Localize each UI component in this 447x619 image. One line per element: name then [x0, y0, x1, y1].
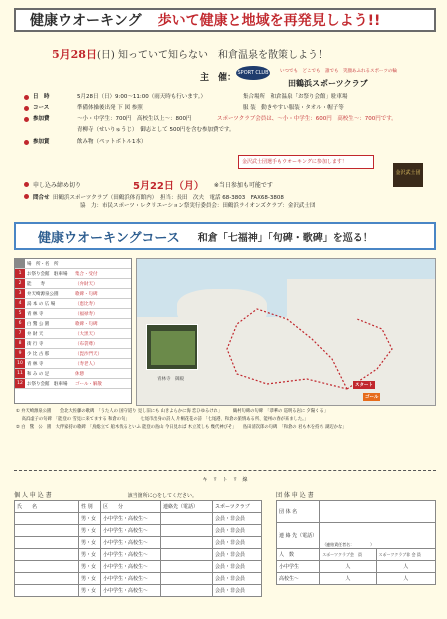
- info-row: 青柳寺（せいりゅうじ） 御志として 500円を含む参加費です。: [77, 127, 235, 134]
- sport-club-logo: SPORT CLUB: [236, 66, 270, 80]
- bullet-icon: [24, 95, 29, 100]
- team-badge: 金沢武士団: [393, 163, 423, 187]
- notice-box: 金沢武士団選手もウオーキングに参加します！: [238, 155, 374, 169]
- legend-row: 7 弁 財 天 （大黒天）: [15, 329, 131, 339]
- slogan: 歩いて健康と地域を再発見しよう!!: [157, 13, 381, 29]
- intro-text: (日) 知っていて知らない 和倉温泉を散策しよう！: [96, 50, 328, 61]
- legend-row: 3 弁天崎源泉公園 歌碑・句碑: [15, 289, 131, 299]
- deadline-row: [24, 177, 273, 192]
- contact-block: 問合せ 田鶴浜スポーツクラブ（田鶴浜体育館内） 担当：長田 次夫 電話 68-3803 FAX68-3808 協 力：市民スポーツ・レクリエーション祭実行委員会：田鶴浜ライオンズクラブ：金沢武士団: [24, 194, 315, 211]
- bullet-icon: [24, 117, 29, 122]
- temple-photo: [146, 324, 198, 370]
- legend-row: 12 お祭り会館 駐車場 ゴール・解散: [15, 379, 131, 389]
- legend-row: 6 白 鷺 公 園 歌碑・句碑: [15, 319, 131, 329]
- deadline-date: 5月22日（月）: [133, 181, 204, 192]
- deadline-label: 申し込み締め切り: [33, 182, 82, 189]
- bullet-icon: [24, 182, 29, 187]
- form-header-row: 氏 名 性 別 区 分 連絡先（電話） スポーツクラブ: [15, 501, 262, 513]
- bullet-icon: [24, 140, 29, 145]
- poem-notes: ① 弁天崎源泉公園 会北大佐藤の歌碑 「うた人の 国守道り 見し旧にも 山きよらかに海 恋ひゆるけれ」 鶴村句碑の句碑 「恭華の 巡明る岩に 夕陽くる」 高浜虚子の句碑 「能登の 雪見に来てまする 和倉の句」 七尾市出身の詩人 片桐花花の詩 「七尾港、和倉の旅情ある所、能州の春が来ました。」 ② 白 鷺 公 園 大伴家持の歌碑 「鳥総立て 船木伐るといふ 能登の島山 今日見れば 木立茂しも 幾代神びそ」 島田清次郎の句碑 「和倉の 君も木を持ち 湖辺かな」: [16, 409, 347, 431]
- individual-form-header: 個 人 申 込 書 該当箇所に○をしてください。: [14, 492, 198, 499]
- route-legend: [14, 258, 132, 404]
- course-title: 健康ウオーキングコース: [38, 230, 180, 246]
- group-contact-row[interactable]: 連 絡 先（電話） （連絡責任者名： ）: [277, 523, 436, 549]
- cut-line: キ リ ト リ 線: [14, 470, 436, 490]
- bullet-icon: [24, 194, 29, 199]
- course-banner: [14, 222, 436, 250]
- individual-form: [14, 500, 262, 597]
- group-form: [276, 500, 436, 585]
- photo-caption: 青林寺 御殿: [157, 377, 184, 382]
- info-list: [24, 94, 434, 150]
- group-people-row[interactable]: 小中学生 人 人: [277, 561, 436, 573]
- legend-row: 5 青 林 寺 （福禄寿）: [15, 309, 131, 319]
- info-row: 参加賞 飲み物（ペットボトル1本）: [24, 139, 434, 146]
- form-row[interactable]: 男・女 小中学生・高校生〜 会員・非会員: [15, 537, 262, 549]
- info-row: 参加費 〜小・中学生：700円 高校生以上〜：800円 スポーツクラブ会員は、〜小・中学生：600円 高校生〜：700円です。: [24, 116, 434, 123]
- legend-row: 4 湯 本 の 広 場 （恵比寿）: [15, 299, 131, 309]
- goal-marker: ゴール: [365, 395, 379, 400]
- legend-row: 9 少 比 古 那 （毘沙門天）: [15, 349, 131, 359]
- start-marker: スタート: [355, 383, 373, 388]
- form-row[interactable]: 男・女 小中学生・高校生〜 会員・非会員: [15, 585, 262, 597]
- sponsor-tagline: いつでも どこでも 誰でも 笑顔あふれるスポーツの輪: [280, 69, 397, 74]
- form-row[interactable]: 男・女 小中学生・高校生〜 会員・非会員: [15, 561, 262, 573]
- form-row[interactable]: 男・女 小中学生・高校生〜 会員・非会員: [15, 513, 262, 525]
- form-row[interactable]: 男・女 小中学生・高校生〜 会員・非会員: [15, 549, 262, 561]
- event-date: 5月28日: [52, 48, 97, 61]
- intro-line: [52, 46, 328, 62]
- title-banner: [14, 8, 436, 32]
- group-people-row[interactable]: 高校生〜 人 人: [277, 573, 436, 585]
- page-title: 健康ウオーキング: [30, 13, 142, 29]
- bullet-icon: [24, 106, 29, 111]
- sponsor-label: 主 催：: [200, 73, 237, 83]
- course-subtitle: 和倉「七福神」「句碑・歌碑」を巡る！: [197, 232, 373, 244]
- info-row: 日 時 5月28日（日）9:00〜11:00（雨天時も行います。） 集合場所 和倉温泉「お祭り会館」駐車場: [24, 94, 434, 101]
- legend-row: 11 和 み の 足 休憩: [15, 369, 131, 379]
- group-name-row[interactable]: 団 体 名: [277, 501, 436, 523]
- legend-row: 8 街 行 寺 （布袋尊）: [15, 339, 131, 349]
- legend-row: 1 お祭り会館 駐車場 集合・受付: [15, 269, 131, 279]
- form-row[interactable]: 男・女 小中学生・高校生〜 会員・非会員: [15, 573, 262, 585]
- legend-row: 10 青 林 寺 （寿老人）: [15, 359, 131, 369]
- sponsor-club: 田鶴浜スポーツクラブ: [288, 79, 368, 88]
- group-form-header: 団 体 申 込 書: [276, 492, 314, 499]
- info-row: コース 準備体操後出発 下 図 参照 服 装 動きやすい服装・タオル・帽子等: [24, 105, 434, 112]
- legend-row: 2 能 寿 （弁財天）: [15, 279, 131, 289]
- group-people-header: 人 数 スポーツクラブ会 員 スポーツクラブ非 会 員: [277, 549, 436, 561]
- deadline-note: ※当日参加も可能です: [213, 182, 273, 189]
- form-row[interactable]: 男・女 小中学生・高校生〜 会員・非会員: [15, 525, 262, 537]
- legend-row: 場 所・名 所: [15, 259, 131, 269]
